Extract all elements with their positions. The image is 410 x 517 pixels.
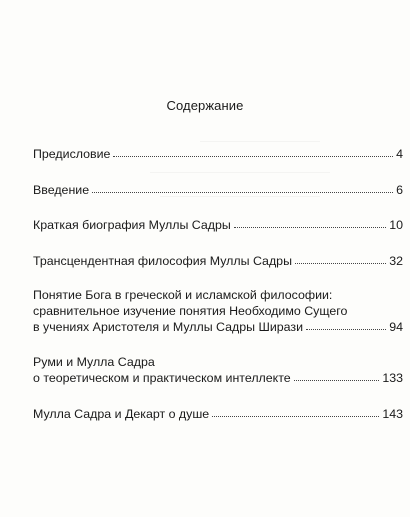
toc-leader-dots [212,405,379,417]
toc-page-number: 4 [396,147,403,161]
toc-entry-transcendent-philosophy[interactable] [33,253,403,270]
toc-entry-preface[interactable] [33,146,403,163]
toc-entry-title-line: Руми и Мулла Садра [33,354,155,369]
toc-entry-title: Предисловие [33,147,111,161]
toc-leader-dots [306,318,386,330]
toc-entry-title-line: Понятие Бога в греческой и исламской философии: [33,288,333,302]
toc-leader-dots [92,181,393,193]
toc-entry-title: Трансцендентная философия Муллы Садры [33,253,292,268]
table-of-contents [33,146,403,441]
toc-entry-title-line: в учениях Аристотеля и Муллы Садры Ширази [33,320,304,334]
toc-entry-concept-of-god[interactable] [33,288,403,336]
toc-entry-title-line: сравнительное изучение понятия Необходимо Сущего [33,303,348,318]
toc-leader-dots [294,369,380,381]
toc-entry-title: Введение [33,182,90,197]
toc-entry-biography[interactable] [33,217,403,234]
toc-entry-introduction[interactable] [33,182,403,199]
toc-entry-title: Мулла Садра и Декарт о душе [33,406,210,421]
toc-page-number: 6 [396,182,403,197]
toc-page-number: 94 [389,320,403,334]
toc-leader-dots [113,145,393,157]
toc-page-number: 133 [382,371,403,385]
toc-leader-dots [295,252,386,264]
bleed-through-line [200,141,320,142]
toc-page-number: 10 [389,218,403,232]
toc-entry-title-line: о теоретическом и практическом интеллекте [33,371,291,385]
toc-page-number: 143 [382,406,403,421]
toc-page-number: 32 [389,253,403,268]
toc-entry-rumi[interactable] [33,355,403,387]
toc-title: Содержание [166,98,244,113]
toc-leader-dots [234,216,386,228]
toc-entry-descartes[interactable] [33,406,403,423]
toc-entry-title: Краткая биография Муллы Садры [33,218,231,232]
